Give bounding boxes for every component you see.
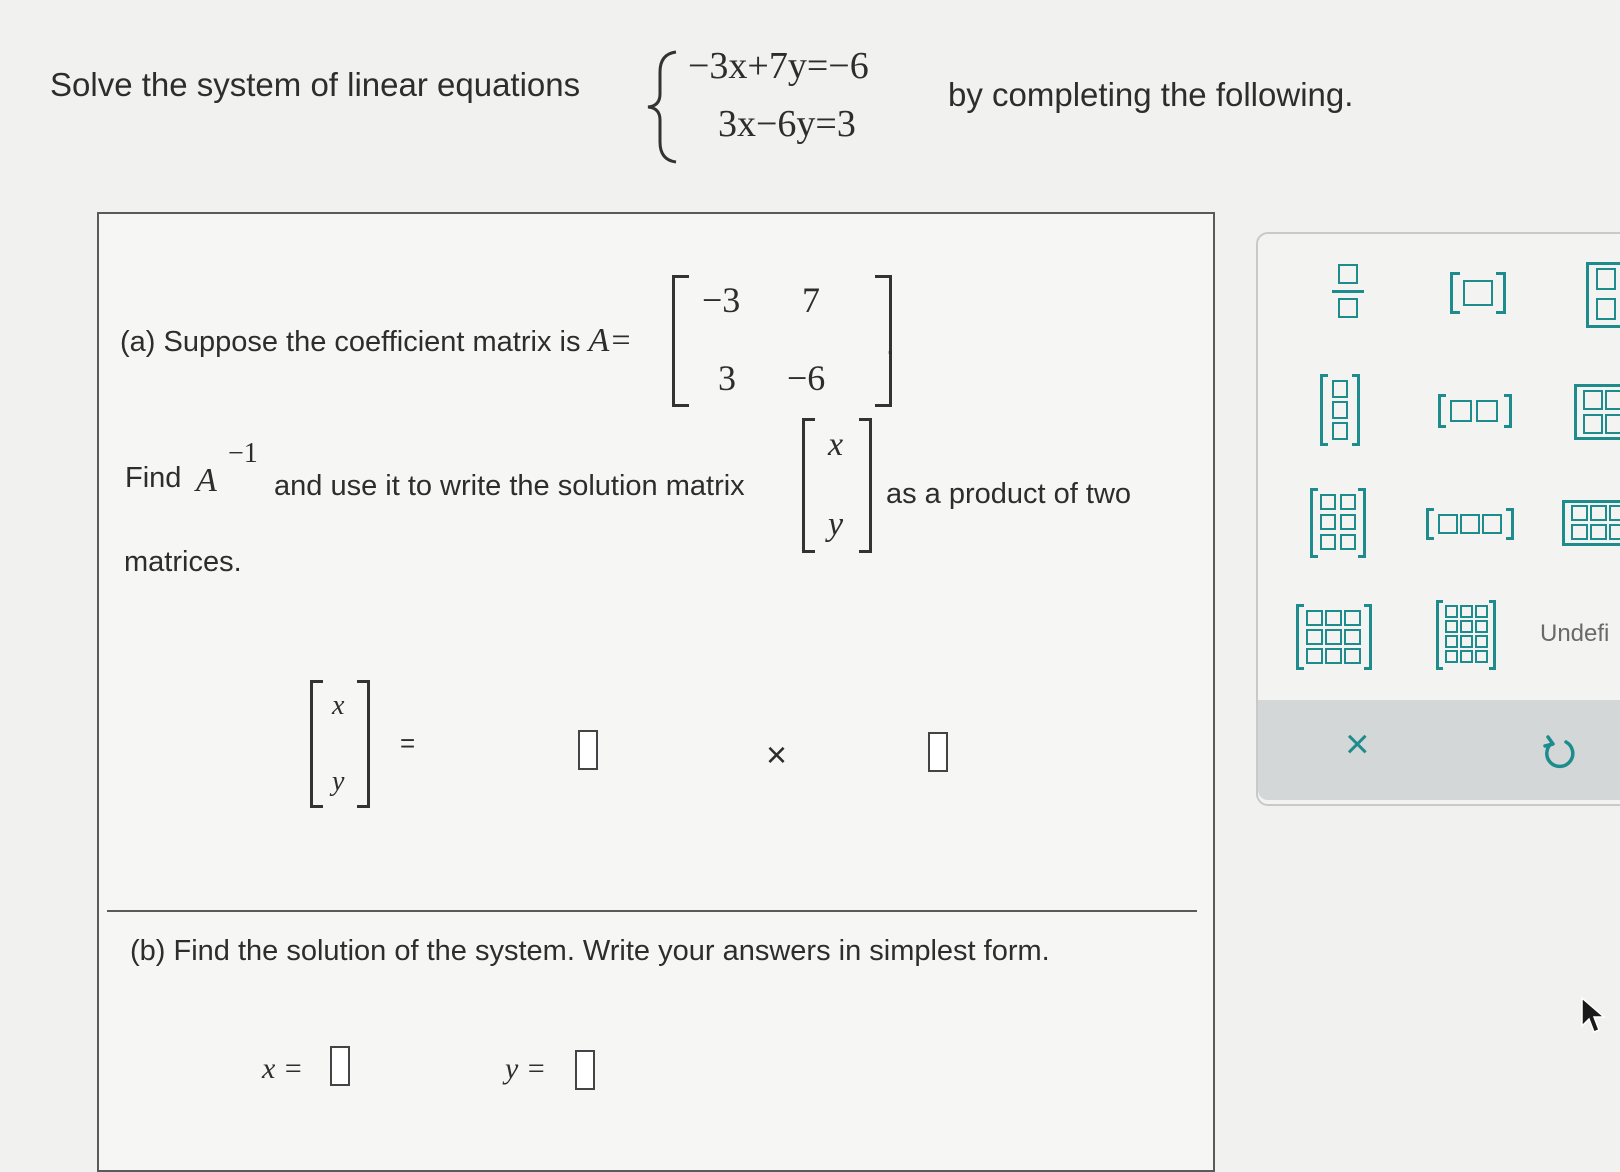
equals-sign: = [400, 728, 416, 758]
clear-icon[interactable]: × [1345, 720, 1370, 767]
find-text: Find [125, 462, 182, 494]
matrix-2x3-icon[interactable] [1562, 500, 1620, 546]
part-a-text: (a) Suppose the coefficient matrix is [120, 326, 581, 358]
matrix-2x2-icon[interactable] [1574, 384, 1620, 440]
equation-system [688, 40, 869, 150]
y-answer-input[interactable] [575, 1050, 595, 1090]
solution-vector [802, 418, 872, 553]
mouse-cursor-icon [1580, 996, 1608, 1036]
matrix-2x1-icon[interactable] [1586, 262, 1620, 328]
a-inverse-base: A [196, 462, 217, 499]
part-a-prompt [120, 322, 632, 360]
matrix-cell: 7 [802, 280, 820, 320]
x-label: x = [262, 1052, 304, 1085]
matrix-cell: −6 [787, 358, 826, 398]
vector-y: y [332, 766, 345, 797]
intro-text: Solve the system of linear equations [50, 66, 581, 103]
a-inverse-exponent: −1 [228, 438, 258, 469]
bracket-left [672, 275, 689, 407]
matrix-cell: 3 [718, 358, 736, 398]
matrix-1x3-icon[interactable] [1426, 508, 1514, 540]
bracket-left [310, 680, 323, 808]
times-sign: × [766, 734, 788, 775]
coefficient-matrix [672, 275, 895, 407]
matrices-text: matrices. [124, 546, 242, 578]
matrix-3x3-icon[interactable] [1296, 604, 1372, 670]
bracket-right [357, 680, 370, 808]
outro-text: by completing the following. [948, 76, 1354, 113]
equation-1: −3x+7y=−6 [688, 45, 869, 87]
section-divider [107, 910, 1197, 912]
matrix-1x1-icon[interactable] [1450, 272, 1506, 314]
matrix-input-2[interactable] [928, 732, 948, 772]
matrix-cell: −3 [702, 280, 741, 320]
system-brace [642, 48, 682, 166]
and-use-text: and use it to write the solution matrix [274, 470, 745, 502]
matrix-1x2-icon[interactable] [1438, 394, 1512, 428]
undo-icon[interactable] [1540, 733, 1580, 773]
equation-2: 3x−6y=3 [718, 103, 856, 145]
vector-x: x [332, 690, 345, 721]
answer-vector [310, 680, 370, 808]
as-product-text: as a product of two [886, 478, 1132, 510]
bracket-left [802, 418, 815, 553]
vector-y: y [828, 506, 844, 543]
vector-x: x [828, 426, 844, 463]
undefined-button[interactable]: Undefi [1540, 620, 1610, 647]
part-b-prompt: (b) Find the solution of the system. Write your answers in simplest form. [130, 935, 1050, 967]
matrix-3x2-icon[interactable] [1310, 488, 1366, 558]
fraction-tool-icon[interactable] [1328, 262, 1368, 322]
matrix-3x1-icon[interactable] [1320, 374, 1360, 446]
matrix-input-1[interactable] [578, 730, 598, 770]
period: . [886, 328, 895, 361]
bracket-right [859, 418, 872, 553]
x-answer-input[interactable] [330, 1046, 350, 1086]
matrix-label: A= [588, 322, 633, 359]
matrix-4x3-icon[interactable] [1436, 600, 1496, 670]
y-label: y = [505, 1052, 547, 1085]
